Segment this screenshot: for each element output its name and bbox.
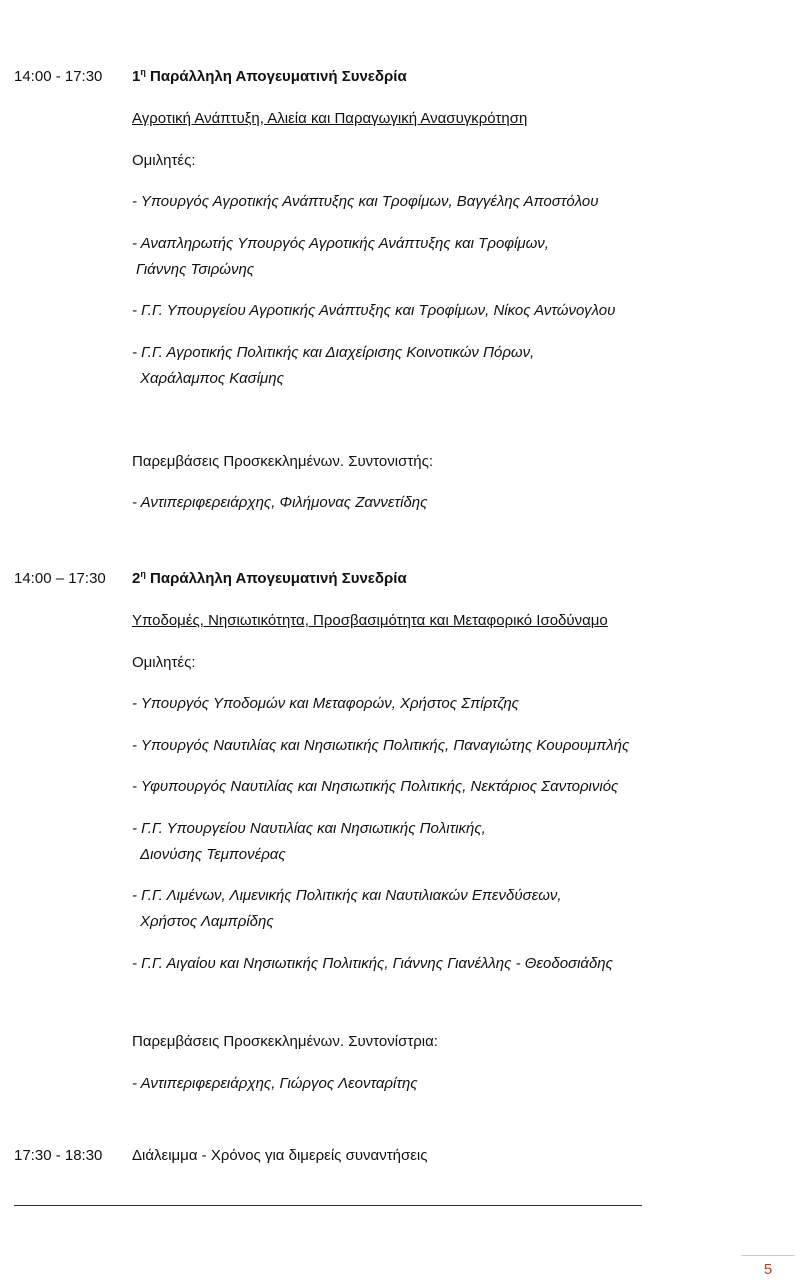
session2-speaker-1: - Υπουργός Υποδομών και Μεταφορών, Χρήστος Σπίρτζης xyxy=(132,695,519,712)
session2-speakers-label: Ομιλητές: xyxy=(132,654,196,671)
session2-coordinator: - Αντιπεριφερειάρχης, Γιώργος Λεονταρίτης xyxy=(132,1075,418,1092)
session2-speaker-4-name: Διονύσης Τεμπονέρας xyxy=(140,846,286,863)
break-time: 17:30 - 18:30 xyxy=(14,1147,103,1164)
session1-speakers-label: Ομιλητές: xyxy=(132,152,196,169)
session2-speaker-5-name: Χρήστος Λαμπρίδης xyxy=(140,913,274,930)
session2-title xyxy=(132,570,407,589)
session1-number: 1 xyxy=(132,68,141,85)
page-number-rule xyxy=(741,1255,795,1256)
session2-speaker-4: - Γ.Γ. Υπουργείου Ναυτιλίας και Νησιωτικής Πολιτικής, xyxy=(132,820,486,837)
session1-coordinator: - Αντιπεριφερειάρχης, Φιλήμονας Ζαννετίδης xyxy=(132,494,428,511)
session1-title-text: Παράλληλη Απογευματινή Συνεδρία xyxy=(150,68,407,85)
page-number: 5 xyxy=(763,1261,773,1278)
session1-topic: Αγροτική Ανάπτυξη, Αλιεία και Παραγωγική Ανασυγκρότηση xyxy=(132,110,528,127)
bottom-divider xyxy=(14,1205,642,1206)
break-text: Διάλειμμα - Χρόνος για διμερείς συναντήσεις xyxy=(132,1147,428,1164)
session1-interventions: Παρεμβάσεις Προσκεκλημένων. Συντονιστής: xyxy=(132,453,433,470)
session1-speaker-4-name: Χαράλαμπος Κασίμης xyxy=(140,370,284,387)
session2-speaker-5: - Γ.Γ. Λιμένων, Λιμενικής Πολιτικής και Ναυτιλιακών Επενδύσεων, xyxy=(132,887,562,904)
session2-ordinal-suffix: η xyxy=(140,569,146,579)
session1-ordinal-suffix: η xyxy=(140,67,146,77)
session1-title xyxy=(132,68,407,87)
session1-time: 14:00 - 17:30 xyxy=(14,68,103,85)
session1-speaker-2: - Αναπληρωτής Υπουργός Αγροτικής Ανάπτυξης και Τροφίμων, xyxy=(132,235,549,252)
session2-speaker-6: - Γ.Γ. Αιγαίου και Νησιωτικής Πολιτικής, Γιάννης Γιανέλλης - Θεοδοσιάδης xyxy=(132,955,613,972)
session2-topic: Υποδομές, Νησιωτικότητα, Προσβασιμότητα και Μεταφορικό Ισοδύναμο xyxy=(132,612,608,629)
session1-speaker-2-name: Γιάννης Τσιρώνης xyxy=(136,261,255,278)
session2-time: 14:00 – 17:30 xyxy=(14,570,106,587)
session2-speaker-2: - Υπουργός Ναυτιλίας και Νησιωτικής Πολιτικής, Παναγιώτης Κουρουμπλής xyxy=(132,737,630,754)
session2-number: 2 xyxy=(132,570,141,587)
session2-interventions: Παρεμβάσεις Προσκεκλημένων. Συντονίστρια: xyxy=(132,1033,438,1050)
session1-speaker-1: - Υπουργός Αγροτικής Ανάπτυξης και Τροφίμων, Βαγγέλης Αποστόλου xyxy=(132,193,599,210)
session1-speaker-4: - Γ.Γ. Αγροτικής Πολιτικής και Διαχείρισης Κοινοτικών Πόρων, xyxy=(132,344,535,361)
session2-title-text: Παράλληλη Απογευματινή Συνεδρία xyxy=(150,570,407,587)
session1-speaker-3: - Γ.Γ. Υπουργείου Αγροτικής Ανάπτυξης και Τροφίμων, Νίκος Αντώνογλου xyxy=(132,302,616,319)
session2-speaker-3: - Υφυπουργός Ναυτιλίας και Νησιωτικής Πολιτικής, Νεκτάριος Σαντορινιός xyxy=(132,778,619,795)
